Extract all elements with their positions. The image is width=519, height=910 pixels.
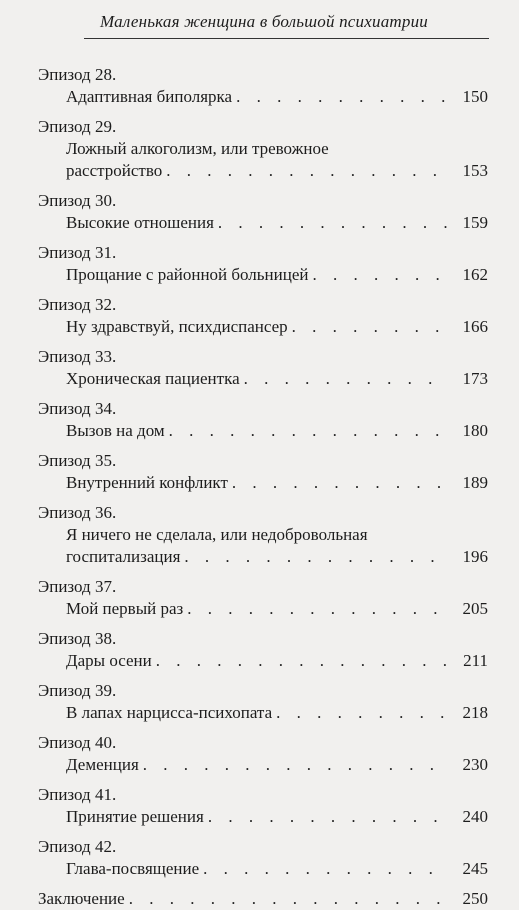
dot-leader [169,420,448,442]
dot-leader [143,754,448,776]
toc-title-line [38,472,488,494]
toc-entry-title: Глава-посвящение [66,859,200,878]
toc-entry-title: Высокие отношения [66,213,214,232]
dot-leader [276,702,448,724]
toc-entry-title: В лапах нарцисса-психопата [66,703,273,722]
toc-page-number: 153 [462,161,488,180]
toc-title-line [38,316,488,338]
toc-title-line [38,858,488,880]
toc-title-line [38,754,488,776]
toc-entry[interactable] [38,628,488,672]
toc-entry-title: Я ничего не сделала, или недобровольная [66,525,368,544]
toc-episode-label: Эпизод 30. [38,191,117,210]
toc-episode-label: Эпизод 31. [38,243,117,262]
toc-title-line [38,546,488,568]
toc-title-line [38,368,488,390]
dot-leader [203,858,448,880]
toc-entry[interactable] [38,502,488,568]
dot-leader [129,888,448,910]
toc-episode-label: Эпизод 38. [38,629,117,648]
toc-episode-label: Эпизод 35. [38,451,117,470]
dot-leader [156,650,448,672]
toc-entry-title: Ложный алкоголизм, или тревожное [66,139,329,158]
toc-entry[interactable] [38,680,488,724]
toc-episode-label: Эпизод 42. [38,837,117,856]
toc-entry-title: Деменция [66,755,139,774]
toc-page-number: 230 [462,755,488,774]
toc-entry-title: Дары осени [66,651,152,670]
toc-entry-title: Ну здравствуй, психдиспансер [66,317,288,336]
toc-title-line [38,650,488,672]
toc-episode-label: Эпизод 36. [38,503,117,522]
toc-title-line [38,138,488,160]
running-header [0,0,519,40]
toc-entry-title: расстройство [66,161,163,180]
toc-entry[interactable] [38,116,488,182]
toc-entry-title: Мой первый раз [66,599,184,618]
toc-entry-title: Принятие решения [66,807,204,826]
dot-leader [166,160,448,182]
toc-page-number: 150 [462,87,488,106]
toc-entry-title: Прощание с районной больницей [66,265,309,284]
toc-entry-title: госпитализация [66,547,181,566]
toc-episode-label: Эпизод 32. [38,295,117,314]
toc-page-number: 173 [462,369,488,388]
toc-entry[interactable] [38,398,488,442]
table-of-contents [38,64,488,910]
toc-entry-title: Заключение [38,889,125,908]
dot-leader [236,86,448,108]
toc-episode-label: Эпизод 33. [38,347,117,366]
dot-leader [244,368,448,390]
dot-leader [292,316,448,338]
toc-entry[interactable] [38,294,488,338]
toc-entry[interactable] [38,732,488,776]
dot-leader [312,264,448,286]
toc-page-number: 240 [462,807,488,826]
dot-leader [184,546,448,568]
toc-page-number: 180 [462,421,488,440]
toc-entry-title: Хроническая пациентка [66,369,240,388]
toc-episode-label: Эпизод 29. [38,117,117,136]
toc-title-line [38,212,488,234]
toc-entry-title: Внутренний конфликт [66,473,228,492]
toc-episode-label: Эпизод 34. [38,399,117,418]
toc-entry-title: Адаптивная биполярка [66,87,233,106]
toc-entry[interactable] [38,836,488,880]
toc-page-number: 250 [462,889,488,908]
toc-episode-label: Эпизод 28. [38,65,117,84]
toc-page-number: 211 [463,651,488,670]
toc-title-line [38,86,488,108]
toc-page-number: 162 [462,265,488,284]
dot-leader [232,472,448,494]
toc-page-number: 189 [462,473,488,492]
toc-title-line [38,524,488,546]
toc-page-number: 218 [462,703,488,722]
toc-entry[interactable] [38,784,488,828]
toc-title-line [38,420,488,442]
toc-entry[interactable] [38,346,488,390]
toc-title-line [38,702,488,724]
toc-entry-title: Вызов на дом [66,421,165,440]
toc-episode-label: Эпизод 41. [38,785,117,804]
toc-entry[interactable] [38,576,488,620]
toc-page-number: 159 [462,213,488,232]
toc-page-number: 196 [462,547,488,566]
running-title: Маленькая женщина в большой психиатрии [100,12,428,31]
toc-entry[interactable] [38,450,488,494]
toc-page-number: 245 [462,859,488,878]
toc-episode-label: Эпизод 37. [38,577,117,596]
dot-leader [187,598,448,620]
toc-episode-label: Эпизод 39. [38,681,117,700]
toc-title-line [38,160,488,182]
toc-entry[interactable] [38,190,488,234]
toc-episode-label: Эпизод 40. [38,733,117,752]
dot-leader [208,806,448,828]
toc-page-number: 166 [462,317,488,336]
toc-title-line [38,264,488,286]
toc-entry[interactable] [38,64,488,108]
dot-leader [218,212,448,234]
toc-title-line [38,806,488,828]
toc-entry-conclusion[interactable] [38,888,488,910]
toc-page-number: 205 [462,599,488,618]
header-rule [84,38,489,39]
toc-title-line [38,598,488,620]
toc-entry[interactable] [38,242,488,286]
